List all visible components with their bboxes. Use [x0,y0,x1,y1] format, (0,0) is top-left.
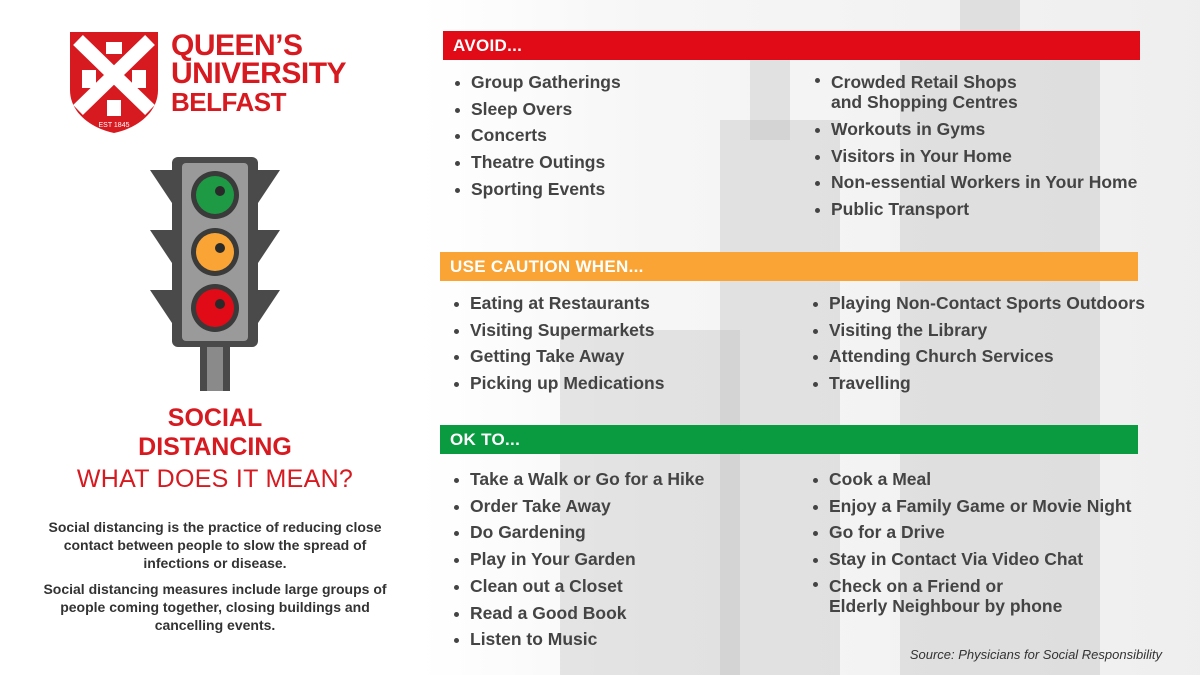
list-item: Cook a Meal [811,466,1131,493]
list-item: Attending Church Services [811,343,1145,370]
title-line-2: DISTANCING [138,433,292,461]
list-item: Sleep Overs [453,96,621,123]
avoid-list-left [453,69,621,203]
ok-header: OK TO... [440,425,1138,454]
list-item: Group Gatherings [453,69,621,96]
title-subtitle: WHAT DOES IT MEAN? [76,465,354,493]
list-item: Visiting the Library [811,317,1145,344]
list-item: Theatre Outings [453,149,621,176]
list-item: Go for a Drive [811,519,1131,546]
brand-line-2: UNIVERSITY [171,57,347,90]
list-item: Read a Good Book [452,600,704,627]
list-item: Getting Take Away [452,343,664,370]
title-line-1: SOCIAL [167,404,263,432]
ok-list-left [452,466,704,653]
list-item: Crowded Retail Shops and Shopping Centres [813,69,1137,116]
list-item: Picking up Medications [452,370,664,397]
list-item: Order Take Away [452,493,704,520]
list-item: Enjoy a Family Game or Movie Night [811,493,1131,520]
list-item: Eating at Restaurants [452,290,664,317]
list-item: Sporting Events [453,176,621,203]
list-item: Stay in Contact Via Video Chat [811,546,1131,573]
red-lamp [196,289,234,327]
list-item: Public Transport [813,196,1137,223]
list-item: Listen to Music [452,626,704,653]
university-crest-icon [68,30,160,134]
list-item: Playing Non-Contact Sports Outdoors [811,290,1145,317]
list-item: Do Gardening [452,519,704,546]
university-logo [68,30,368,140]
brand-line-1: QUEEN’S [171,29,303,62]
list-item: Visitors in Your Home [813,143,1137,170]
caution-list-left [452,290,664,397]
page-title [40,404,390,496]
list-item: Concerts [453,122,621,149]
list-item: Non-essential Workers in Your Home [813,169,1137,196]
description-paragraph-1: Social distancing is the practice of reducing close contact between people to slow the spread of infections or disease. [48,519,382,571]
caution-list-right [811,290,1145,397]
crest-text: EST 1845 [98,122,130,129]
list-item: Check on a Friend or Elderly Neighbour by phone [811,573,1131,620]
description-paragraph-2: Social distancing measures include large groups of people coming together, closing buildings and cancelling events. [43,581,387,633]
caution-header: USE CAUTION WHEN... [440,252,1138,281]
green-lamp [196,176,234,214]
list-item: Take a Walk or Go for a Hike [452,466,704,493]
list-item: Travelling [811,370,1145,397]
list-item: Clean out a Closet [452,573,704,600]
brand-line-3: BELFAST [171,87,286,117]
list-item: Play in Your Garden [452,546,704,573]
avoid-list-right [813,69,1137,223]
list-item: Visiting Supermarkets [452,317,664,344]
traffic-light-icon [150,155,280,400]
source-credit: Source: Physicians for Social Responsibility [909,647,1162,662]
description [40,518,390,642]
avoid-header: AVOID... [443,31,1140,60]
list-item: Workouts in Gyms [813,116,1137,143]
ok-list-right [811,466,1131,620]
amber-lamp [196,233,234,271]
